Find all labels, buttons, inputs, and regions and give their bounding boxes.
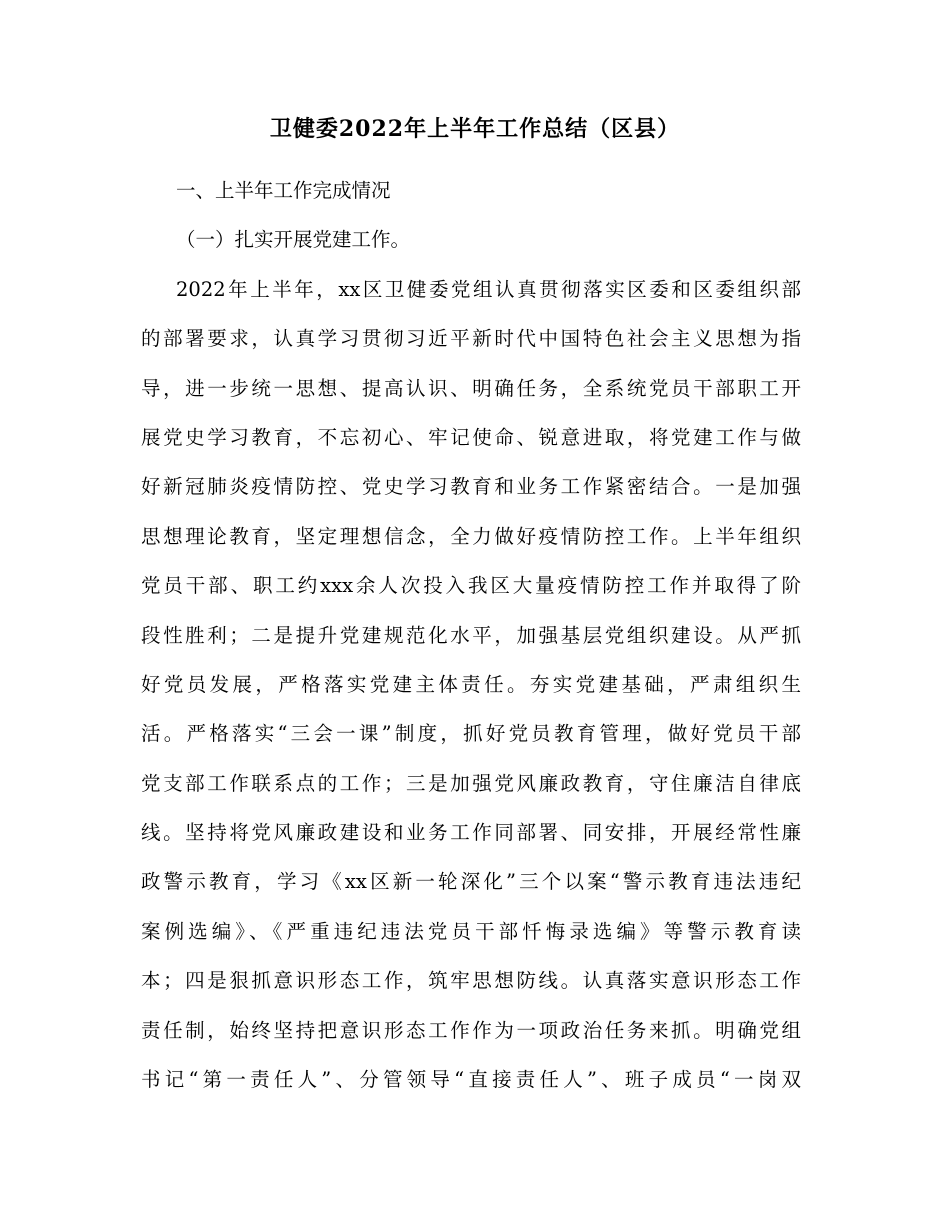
document-body bbox=[141, 166, 801, 1104]
text-line: 责任制，始终坚持把意识形态工作作为一项政治任务来抓。明确党组 bbox=[141, 1018, 801, 1042]
text-line: 本；四是狠抓意识形态工作，筑牢思想防线。认真落实意识形态工作 bbox=[141, 969, 801, 993]
document-title: 卫健委2022年上半年工作总结（区县） bbox=[269, 116, 681, 142]
text-line: 政警示教育，学习《xx区新一轮深化”三个以案“警示教育违法违纪 bbox=[141, 870, 801, 894]
text-line: 思想理论教育，坚定理想信念，全力做好疫情防控工作。上半年组织 bbox=[141, 524, 801, 548]
text-line: 段性胜利；二是提升党建规范化水平，加强基层党组织建设。从严抓 bbox=[141, 623, 801, 647]
text-line: 线。坚持将党风廉政建设和业务工作同部署、同安排，开展经常性廉 bbox=[141, 821, 801, 845]
text-line: 案例选编》、《严重违纪违法党员干部忏悔录选编》等警示教育读 bbox=[141, 919, 801, 943]
text-line: 2022年上半年，xx区卫健委党组认真贯彻落实区委和区委组织部 bbox=[176, 277, 801, 301]
text-line: 书记“第一责任人”、分管领导“直接责任人”、班子成员“一岗双 bbox=[141, 1068, 801, 1092]
text-line: 导，进一步统一思想、提高认识、明确任务，全系统党员干部职工开 bbox=[141, 376, 801, 400]
text-line: 党员干部、职工约xxx余人次投入我区大量疫情防控工作并取得了阶 bbox=[141, 574, 801, 598]
text-line: 的部署要求，认真学习贯彻习近平新时代中国特色社会主义思想为指 bbox=[141, 327, 801, 351]
text-line: 好新冠肺炎疫情防控、党史学习教育和业务工作紧密结合。一是加强 bbox=[141, 475, 801, 499]
text-line: 活。严格落实“三会一课”制度，抓好党员教育管理，做好党员干部 bbox=[141, 722, 801, 746]
text-line: （一）扎实开展党建工作。 bbox=[176, 228, 411, 252]
text-line: 党支部工作联系点的工作；三是加强党风廉政教育，守住廉洁自律底 bbox=[141, 771, 801, 795]
text-line: 展党史学习教育，不忘初心、牢记使命、锐意进取，将党建工作与做 bbox=[141, 425, 801, 449]
text-line: 一、上半年工作完成情况 bbox=[176, 179, 391, 202]
text-line: 好党员发展，严格落实党建主体责任。夯实党建基础，严肃组织生 bbox=[141, 672, 801, 696]
